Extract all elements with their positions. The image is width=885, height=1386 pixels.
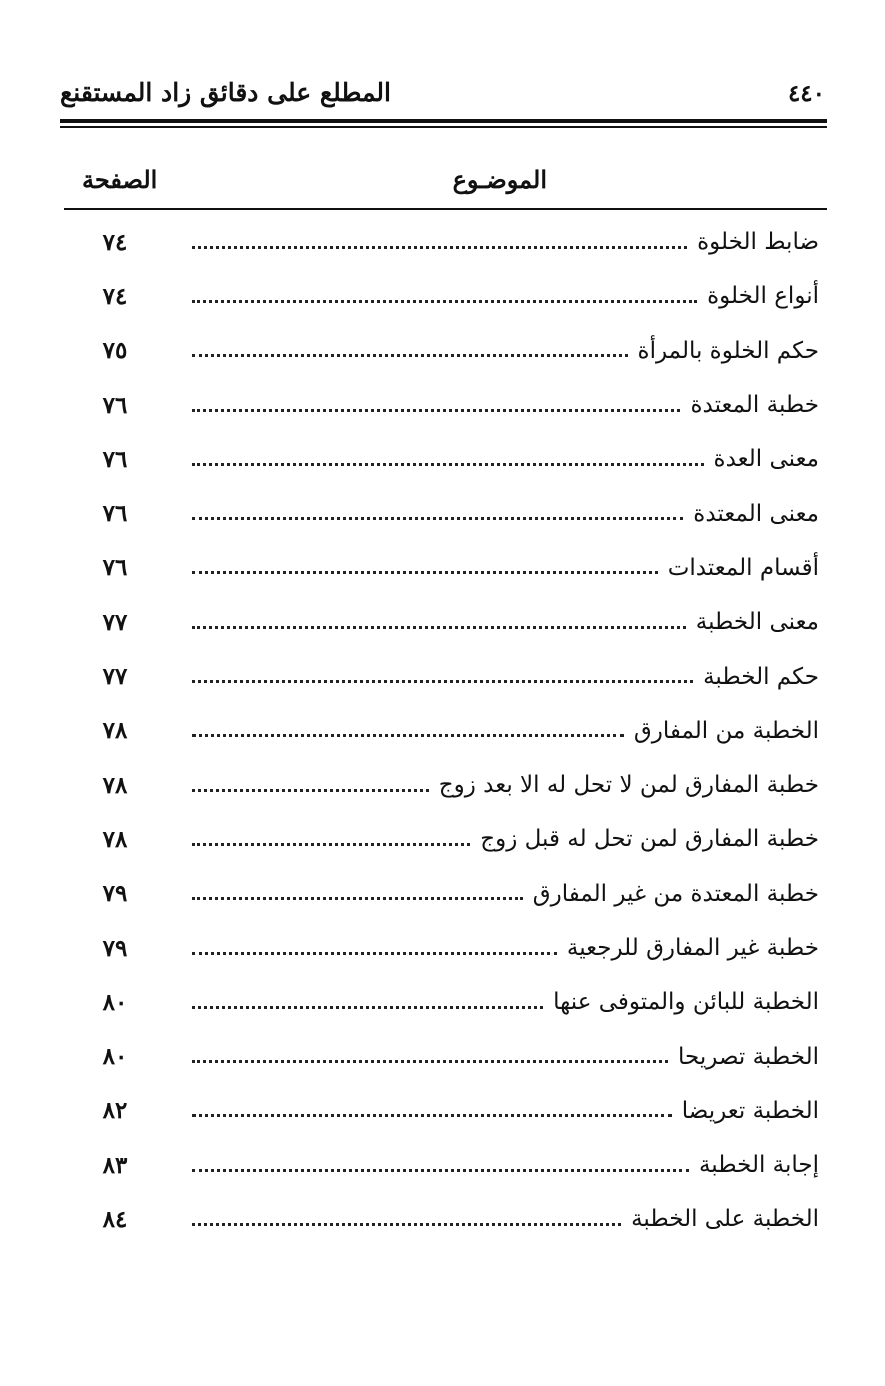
entry-page-number: ٧٧ <box>102 663 128 691</box>
dot-leader <box>192 1169 689 1172</box>
dot-leader <box>192 246 687 249</box>
entry-page-number: ٧٦ <box>102 554 128 582</box>
entry-title: الخطبة تصريحا <box>678 1043 819 1070</box>
entry-title: الخطبة تعريضا <box>681 1097 819 1124</box>
entry-title: معنى المعتدة <box>693 500 819 527</box>
dot-leader <box>192 1060 668 1063</box>
entry-title: خطبة غير المفارق للرجعية <box>566 935 819 961</box>
page-number: ٤٤٠ <box>787 80 825 107</box>
entry-title: خطبة المفارق لمن لا تحل له الا بعد زوج <box>438 772 819 799</box>
column-header-rule <box>64 208 827 210</box>
entry-page-number: ٧٨ <box>102 717 128 745</box>
index-entry <box>60 704 819 758</box>
header-rule-thick <box>60 119 827 123</box>
index-entry <box>60 812 819 866</box>
entry-page-number: ٧٩ <box>102 934 128 962</box>
entry-title: معنى الخطبة <box>695 609 819 636</box>
entry-page-number: ٨٢ <box>102 1097 128 1125</box>
dot-leader <box>192 1006 543 1009</box>
entry-title: خطبة المفارق لمن تحل له قبل زوج <box>480 826 819 853</box>
index-entry <box>60 269 819 323</box>
dot-leader <box>192 517 683 520</box>
entry-title: أقسام المعتدات <box>667 554 819 581</box>
index-entry <box>60 378 819 432</box>
dot-leader <box>192 626 686 629</box>
topic-column-heading: الموضـوع <box>452 165 547 194</box>
index-entry <box>60 1029 819 1083</box>
entry-title: خطبة المعتدة <box>690 392 819 419</box>
entry-title: ضابط الخلوة <box>697 229 819 256</box>
index-entry <box>60 324 819 378</box>
entry-title: الخطبة للبائن والمتوفى عنها <box>553 989 819 1016</box>
entry-page-number: ٨٤ <box>102 1205 128 1233</box>
index-entry <box>60 975 819 1029</box>
page-column-heading: الصفحة <box>82 165 158 194</box>
index-entry <box>60 1084 819 1138</box>
index-entry <box>60 921 819 975</box>
index-entry <box>60 1138 819 1192</box>
entry-page-number: ٧٦ <box>102 500 128 528</box>
dot-leader <box>192 789 429 792</box>
index-entry <box>60 541 819 595</box>
index-column-header <box>64 165 827 205</box>
book-title: المطلع على دقائق زاد المستقنع <box>60 78 391 107</box>
index-entry <box>60 867 819 921</box>
entry-page-number: ٧٧ <box>102 608 128 636</box>
dot-leader <box>192 843 470 846</box>
entry-page-number: ٧٦ <box>102 445 128 473</box>
entry-title: خطبة المعتدة من غير المفارق <box>532 880 819 907</box>
entry-page-number: ٨٠ <box>102 1043 128 1071</box>
entry-page-number: ٧٨ <box>102 825 128 853</box>
index-entries <box>60 215 819 1247</box>
entry-page-number: ٧٤ <box>102 228 128 256</box>
dot-leader <box>192 354 628 357</box>
entry-title: أنواع الخلوة <box>707 283 819 310</box>
index-entry <box>60 432 819 486</box>
entry-page-number: ٨٠ <box>102 988 128 1016</box>
dot-leader <box>192 300 697 303</box>
entry-title: إجابة الخطبة <box>698 1152 819 1179</box>
entry-page-number: ٧٩ <box>102 880 128 908</box>
dot-leader <box>192 680 693 683</box>
dot-leader <box>192 571 658 574</box>
dot-leader <box>192 1223 621 1226</box>
running-header <box>60 78 825 122</box>
dot-leader <box>192 463 704 466</box>
index-entry <box>60 1192 819 1246</box>
entry-page-number: ٧٥ <box>102 337 128 365</box>
dot-leader <box>192 734 624 737</box>
entry-title: معنى العدة <box>713 446 819 473</box>
entry-title: الخطبة من المفارق <box>633 717 819 744</box>
index-entry <box>60 595 819 649</box>
entry-page-number: ٨٣ <box>102 1151 128 1179</box>
index-entry <box>60 758 819 812</box>
index-entry <box>60 486 819 540</box>
dot-leader <box>192 897 523 900</box>
entry-page-number: ٧٤ <box>102 282 128 310</box>
entry-page-number: ٧٨ <box>102 771 128 799</box>
index-entry <box>60 215 819 269</box>
dot-leader <box>192 952 557 955</box>
dot-leader <box>192 409 680 412</box>
entry-page-number: ٧٦ <box>102 391 128 419</box>
header-rule-thin <box>60 126 827 128</box>
dot-leader <box>192 1114 672 1117</box>
entry-title: الخطبة على الخطبة <box>631 1206 819 1233</box>
entry-title: حكم الخطبة <box>703 663 819 690</box>
index-entry <box>60 649 819 703</box>
entry-title: حكم الخلوة بالمرأة <box>637 337 819 364</box>
